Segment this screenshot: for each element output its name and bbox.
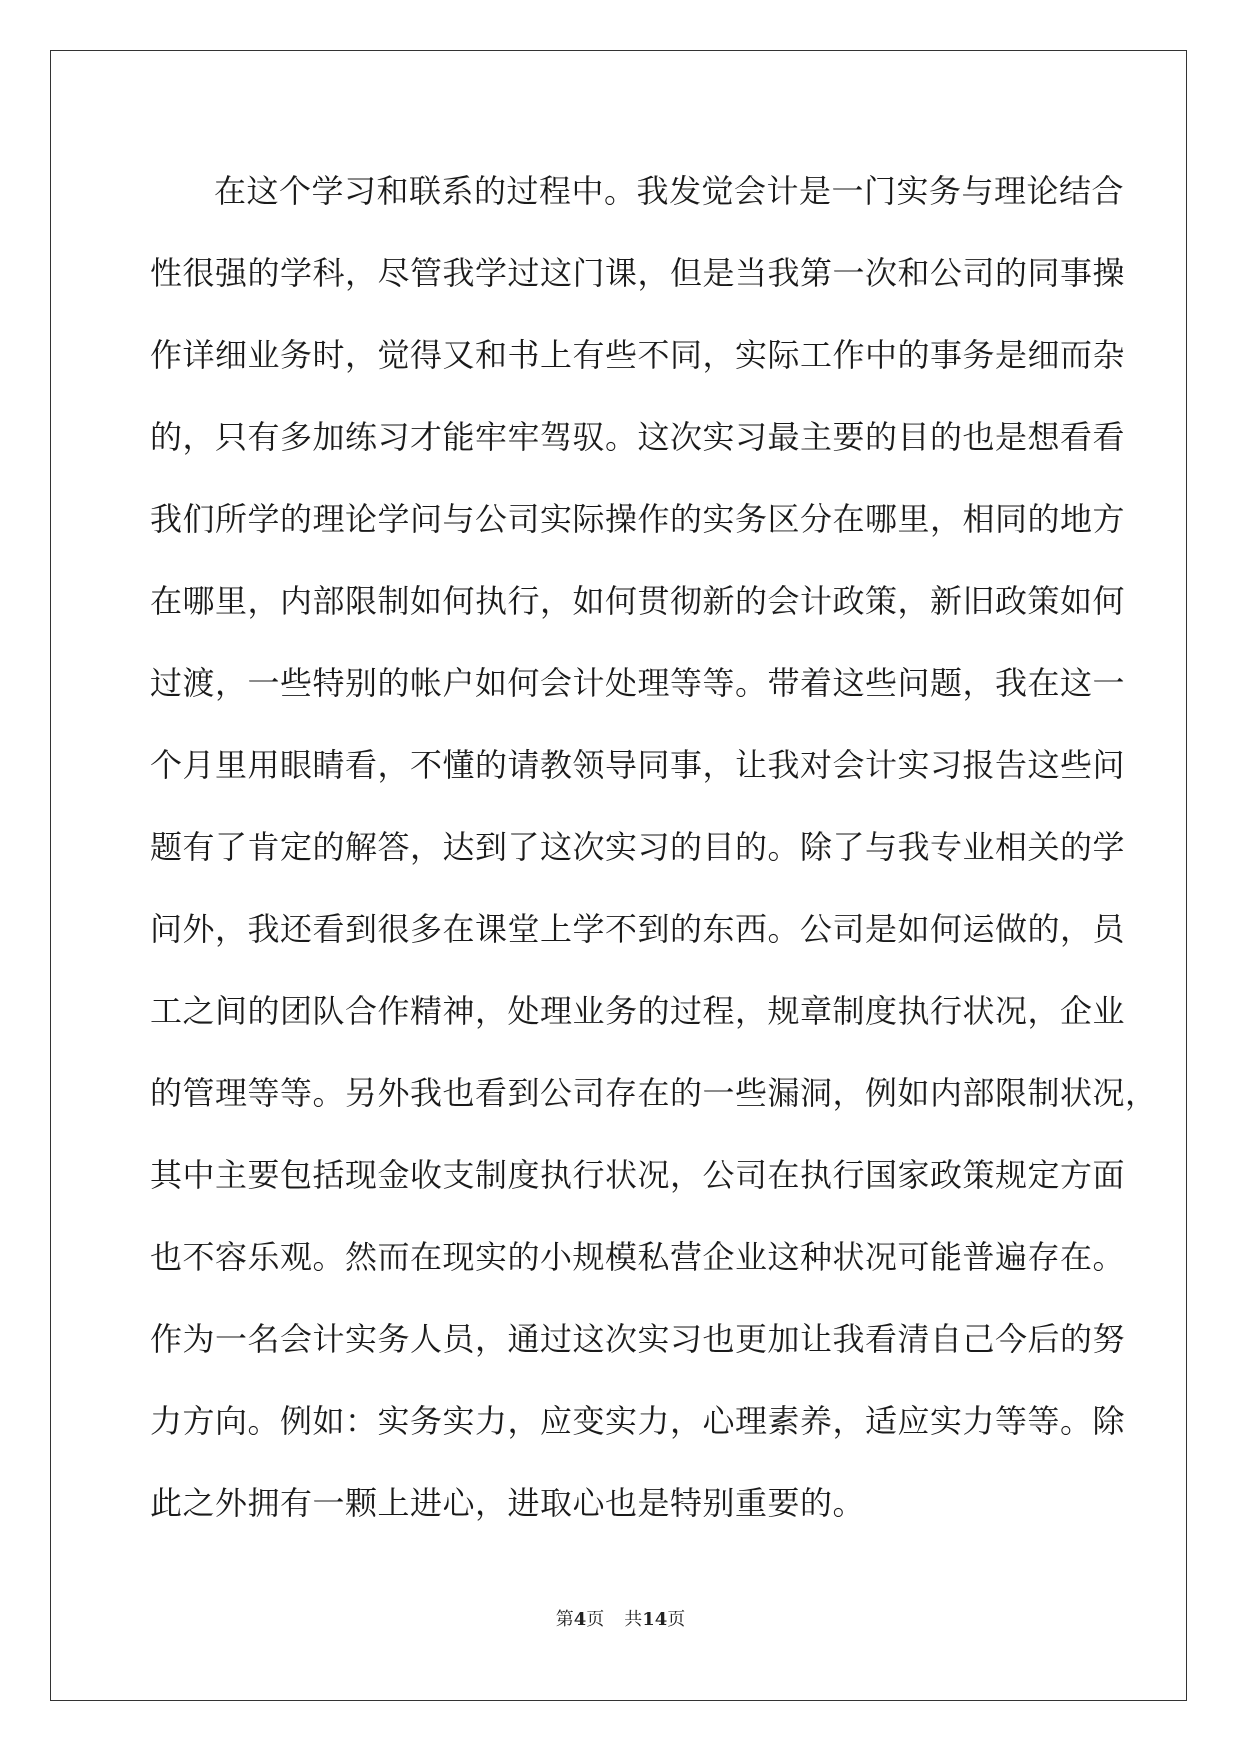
page-prefix: 第 (555, 1609, 574, 1630)
page-number (556, 1608, 605, 1632)
total-pages (624, 1608, 685, 1632)
text-line-9: 题有了肯定的解答，达到了这次实习的目的。除了与我专业相关的学 (150, 828, 1126, 866)
text-line-15: 作为一名会计实务人员，通过这次实习也更加让我看清自己今后的努 (150, 1320, 1126, 1358)
text-line-5: 我们所学的理论学问与公司实际操作的实务区分在哪里，相同的地方 (150, 500, 1126, 538)
text-line-4: 的，只有多加练习才能牢牢驾驭。这次实习最主要的目的也是想看看 (150, 418, 1126, 456)
text-line-1: 在这个学习和联系的过程中。我发觉会计是一门实务与理论结合 (214, 172, 1125, 210)
text-line-16: 力方向。例如：实务实力，应变实力，心理素养，适应实力等等。除 (150, 1402, 1126, 1440)
text-line-2: 性很强的学科，尽管我学过这门课，但是当我第一次和公司的同事操 (150, 254, 1126, 292)
text-line-17: 此之外拥有一颗上进心，进取心也是特别重要的。 (150, 1484, 866, 1522)
text-line-6: 在哪里，内部限制如何执行，如何贯彻新的会计政策，新旧政策如何 (150, 582, 1126, 620)
text-line-14: 也不容乐观。然而在现实的小规模私营企业这种状况可能普遍存在。 (150, 1238, 1126, 1276)
text-line-8: 个月里用眼睛看，不懂的请教领导同事，让我对会计实习报告这些问 (150, 746, 1126, 784)
text-line-12: 的管理等等。另外我也看到公司存在的一些漏洞，例如内部限制状况， (150, 1074, 1158, 1112)
text-line-10: 问外，我还看到很多在课堂上学不到的东西。公司是如何运做的，员 (150, 910, 1126, 948)
total-page-count: 14 (642, 1609, 668, 1630)
total-prefix: 共 (624, 1609, 643, 1630)
total-suffix: 页 (667, 1609, 686, 1630)
body-paragraph (150, 159, 1158, 1553)
text-line-13: 其中主要包括现金收支制度执行状况，公司在执行国家政策规定方面 (150, 1156, 1126, 1194)
text-line-3: 作详细业务时，觉得又和书上有些不同，实际工作中的事务是细而杂 (150, 336, 1126, 374)
page-suffix: 页 (586, 1609, 605, 1630)
page-footer (0, 1608, 1241, 1632)
text-line-7: 过渡，一些特别的帐户如何会计处理等等。带着这些问题，我在这一 (150, 664, 1126, 702)
current-page-number: 4 (573, 1609, 587, 1630)
text-line-11: 工之间的团队合作精神，处理业务的过程，规章制度执行状况，企业 (150, 992, 1126, 1030)
